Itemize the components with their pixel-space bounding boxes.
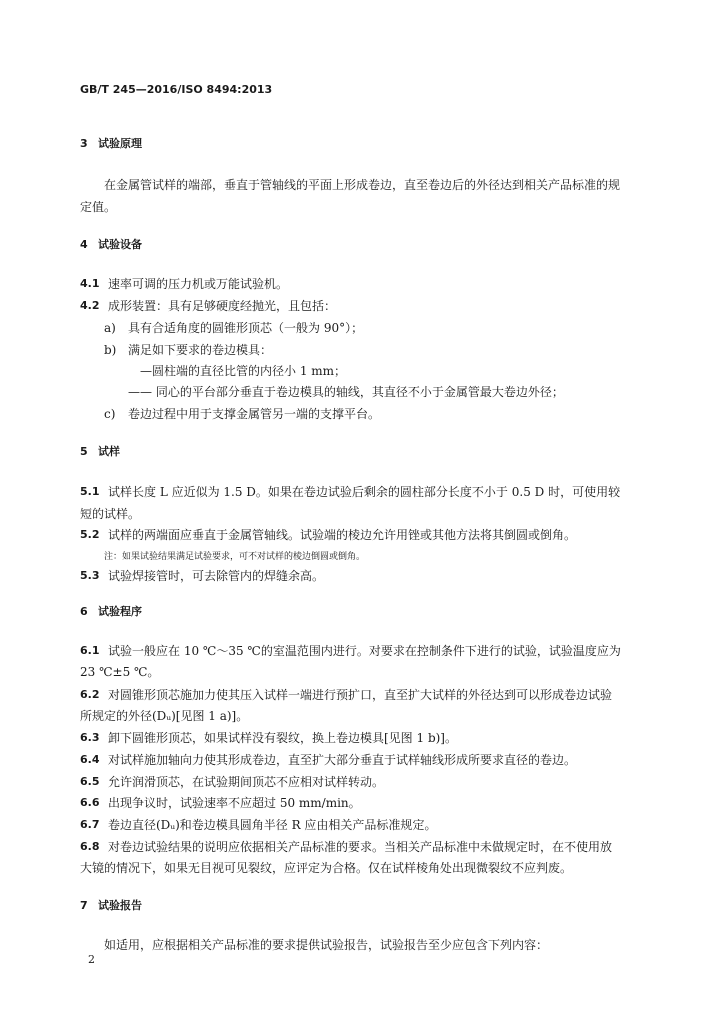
clause-6-8-line-1: 对卷边试验结果的说明应依据相关产品标准的要求。当相关产品标准中未做规定时，在不使用放 — [108, 840, 613, 854]
clause-6-4-text: 对试样施加轴向力使其形成卷边，直至扩大部分垂直于试样轴线形成所要求直径的卷边。 — [108, 753, 577, 767]
list-item-b-label: b) — [104, 343, 117, 357]
clause-6-2-line-1: 对圆锥形顶芯施加力使其压入试样一端进行预扩口，直至扩大试样的外径达到可以形成卷边试验 — [108, 688, 613, 702]
clause-5-3-number: 5.3 — [80, 569, 100, 582]
clause-6-8-number: 6.8 — [80, 840, 100, 853]
list-item-b-dash-1: —圆柱端的直径比管的内径小 1 mm； — [140, 364, 347, 378]
clause-6-2-number: 6.2 — [80, 688, 100, 701]
list-item-a-text: 具有合适角度的圆锥形顶芯（一般为 90°）； — [128, 321, 364, 335]
clause-6-1-line-2: 23 ℃±5 ℃。 — [80, 665, 160, 679]
clause-6-7-number: 6.7 — [80, 818, 100, 831]
list-item-c-text: 卷边过程中用于支撑金属管另一端的支撑平台。 — [128, 407, 381, 421]
clause-4-1-number: 4.1 — [80, 277, 100, 290]
section-3-paragraph-line-1: 在金属管试样的端部，垂直于管轴线的平面上形成卷边，直至卷边后的外径达到相关产品标准的规 — [104, 178, 621, 192]
page-number: 2 — [88, 953, 95, 966]
clause-4-2-text: 成形装置：具有足够硬度经抛光，且包括： — [108, 299, 337, 313]
section-5-title: 试样 — [98, 445, 120, 458]
clause-6-6-number: 6.6 — [80, 796, 100, 809]
list-item-b-dash-2: —— 同心的平台部分垂直于卷边模具的轴线，其直径不小于金属管最大卷边外径； — [128, 385, 564, 399]
section-3-number: 3 — [80, 137, 88, 150]
section-5-number: 5 — [80, 445, 88, 458]
clause-6-3-text: 卸下圆锥形顶芯，如果试样没有裂纹，换上卷边模具[见图 1 b)]。 — [108, 731, 457, 745]
section-7-paragraph-line-1: 如适用，应根据相关产品标准的要求提供试验报告，试验报告至少应包含下列内容： — [104, 938, 549, 952]
clause-4-1-text: 速率可调的压力机或万能试验机。 — [108, 277, 289, 291]
list-item-c-label: c) — [104, 407, 116, 421]
clause-5-1-line-2: 短的试样。 — [80, 507, 141, 521]
standard-number: GB/T 245—2016/ISO 8494:2013 — [80, 83, 273, 96]
list-item-a-label: a) — [104, 321, 116, 335]
clause-6-7-text: 卷边直径(Dᵤ)和卷边模具圆角半径 R 应由相关产品标准规定。 — [108, 818, 437, 832]
section-7-number: 7 — [80, 899, 88, 912]
clause-6-3-number: 6.3 — [80, 731, 100, 744]
clause-6-5-number: 6.5 — [80, 775, 100, 788]
list-item-b-text: 满足如下要求的卷边模具： — [128, 343, 273, 357]
clause-5-1-number: 5.1 — [80, 485, 100, 498]
clause-5-2-number: 5.2 — [80, 528, 100, 541]
note-text: 注：如果试验结果满足试验要求，可不对试样的棱边倒圆或倒角。 — [104, 552, 366, 562]
section-4-title: 试验设备 — [98, 238, 142, 251]
section-7-title: 试验报告 — [98, 899, 142, 912]
clause-6-4-number: 6.4 — [80, 753, 100, 766]
clause-4-2-number: 4.2 — [80, 299, 100, 312]
clause-6-1-number: 6.1 — [80, 644, 100, 657]
clause-5-3-text: 试验焊接管时，可去除管内的焊缝余高。 — [108, 569, 325, 583]
section-6-number: 6 — [80, 605, 88, 618]
clause-5-1-line-1: 试样长度 L 应近似为 1.5 D。如果在卷边试验后剩余的圆柱部分长度不小于 0.5 D 时，可使用较 — [108, 485, 621, 499]
clause-6-8-line-2: 大镜的情况下，如果无目视可见裂纹，应评定为合格。仅在试样棱角处出现微裂纹不应判废。 — [80, 861, 573, 875]
section-4-number: 4 — [80, 238, 88, 251]
clause-6-1-line-1: 试验一般应在 10 ℃～35 ℃的室温范围内进行。对要求在控制条件下进行的试验，试验温度应为 — [108, 644, 621, 658]
section-3-paragraph-line-2: 定值。 — [80, 200, 117, 214]
clause-6-5-text: 允许润滑顶芯，在试验期间顶芯不应相对试样转动。 — [108, 775, 385, 789]
clause-6-6-text: 出现争议时，试验速率不应超过 50 mm/min。 — [108, 796, 361, 810]
section-6-title: 试验程序 — [98, 605, 142, 618]
section-3-title: 试验原理 — [98, 137, 142, 150]
clause-5-2-text: 试样的两端面应垂直于金属管轴线。试验端的棱边允许用锉或其他方法将其倒圆或倒角。 — [108, 528, 577, 542]
clause-6-2-line-2: 所规定的外径(Dᵤ)[见图 1 a)]。 — [80, 709, 249, 723]
